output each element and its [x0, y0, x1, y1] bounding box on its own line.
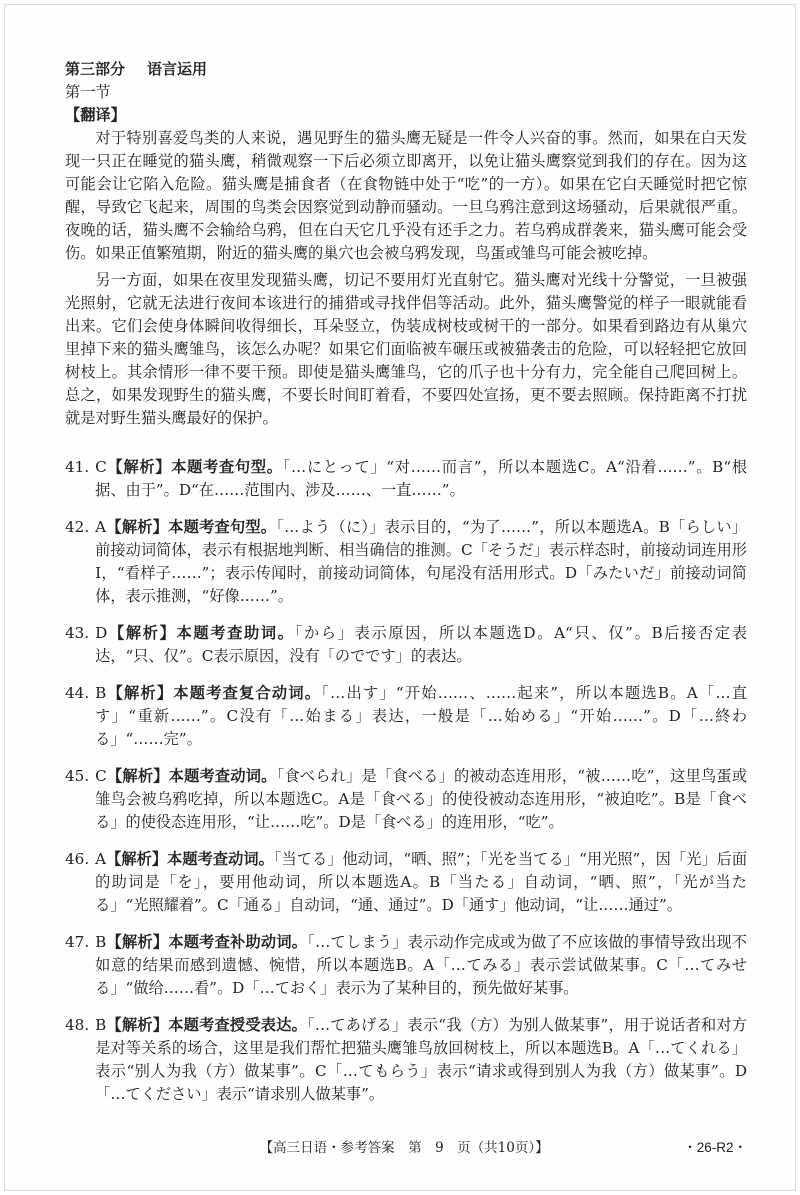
item-body: [95, 516, 747, 608]
item-label: 【解析】本题考查动词。: [106, 767, 277, 785]
section-heading: [65, 58, 747, 81]
item-number: 45.: [65, 767, 90, 785]
item-answer: A: [95, 518, 107, 536]
translation-label: 【翻译】: [65, 106, 126, 124]
answer-item-48: [65, 1014, 747, 1106]
section-subtitle: 语言运用: [147, 60, 208, 78]
item-text: 「当てる」他动词，“晒、照”；「光を当てる」“用光照”，因「光」后面的助词是「を」，要用他动词，所以本题选A。B「当たる」自动词，“晒、照”，「光が当たる」“光照耀着”。C「通る」自动词，“通、通过”。D「通す」他动词，“让……通过”。: [95, 850, 748, 914]
item-text: 「…てしまう」表示动作完成或为做了不应该做的事情导致出现不如意的结果而感到遗憾、惋惜，所以本题选B。A「…てみる」表示尝试做某事。C「…てみせる」“做给……看”。D「…ておく」表示为了某种目的，预先做好某事。: [95, 933, 747, 997]
item-body: [95, 848, 747, 917]
answer-item-46: [65, 848, 747, 917]
answer-item-42: [65, 516, 747, 608]
item-number: 41.: [65, 458, 90, 476]
answer-item-44: [65, 682, 747, 751]
item-number: 48.: [65, 1016, 90, 1034]
item-label: 【解析】本题考查授受表达。: [106, 1016, 308, 1034]
item-label: 【解析】本题考查动词。: [106, 850, 274, 868]
page-content: [65, 58, 747, 1106]
answer-item-41: [65, 456, 747, 502]
item-text: 「…よう（に）」表示目的，“为了……”，所以本题选A。B「らしい」前接动词简体，表示有根据地判断、相当确信的推测。C「そうだ」表示样态时，前接动词连用形Ⅰ，“看样子……”；表示传闻时，前接动词简体，句尾没有活用形式。D「みたいだ」前接动词简体，表示推测，“好像……”。: [95, 518, 747, 605]
section-title: 第三部分: [65, 60, 126, 78]
answer-item-45: [65, 765, 747, 834]
answer-item-47: [65, 931, 747, 1000]
item-answer: A: [95, 850, 107, 868]
item-label: 【解析】本题考查句型。: [106, 518, 277, 536]
answer-explanations: [65, 456, 747, 1106]
item-number: 43.: [65, 624, 90, 642]
item-answer: B: [95, 1016, 107, 1034]
item-text: 「食べられ」是「食べる」的被动态连用形，“被……吃”，这里鸟蛋或雏鸟会被乌鸦吃掉，所以本题选C。A是「食べる」的使役被动态连用形，“被迫吃”。B是「食べる」的使役态连用形，“让……吃”。D是「食べる」的连用形，“吃”。: [95, 767, 748, 831]
item-label: 【解析】本题考查补助动词。: [106, 933, 308, 951]
subsection-heading: 第一节: [65, 83, 111, 101]
item-answer: B: [95, 684, 107, 702]
answer-item-43: [65, 622, 747, 668]
item-answer: C: [95, 767, 107, 785]
page-footer: [65, 1136, 747, 1160]
footer-page-info: 【高三日语・参考答案 第 9 页（共10页）】: [259, 1140, 549, 1156]
item-answer: B: [95, 933, 107, 951]
item-body: [95, 765, 747, 834]
item-number: 44.: [65, 684, 90, 702]
item-text: 「から」表示原因，所以本题选D。A“只、仅”。B后接否定表达，“只、仅”。C表示原因，没有「のでです」的表达。: [95, 624, 748, 665]
item-body: [95, 622, 747, 668]
item-number: 47.: [65, 933, 90, 951]
item-label: 【解析】本题考查复合动词。: [106, 684, 322, 702]
item-body: [95, 1014, 747, 1106]
item-text: 「…出す」“开始……、……起来”，所以本题选B。A「…直す」“重新……”。C没有「…始まる」表达，一般是「…始める」“开始……”。D「…終わる」“……完”。: [95, 684, 748, 748]
item-answer: C: [95, 458, 107, 476]
item-label: 【解析】本题考查句型。: [106, 458, 283, 476]
translation-paragraph: 对于特别喜爱鸟类的人来说，遇见野生的猫头鹰无疑是一件令人兴奋的事。然而，如果在白天发现一只正在睡觉的猫头鹰，稍微观察一下后必须立即离开，以免让猫头鹰察觉到我们的存在。因为这可能会让它陷入危险。猫头鹰是捕食者（在食物链中处于“吃”的一方）。如果在它白天睡觉时把它惊醒，导致它飞起来，周围的鸟类会因察觉到动静而骚动。一旦乌鸦注意到这场骚动，后果就很严重。夜晚的话，猫头鹰不会输给乌鸦，但在白天它几乎没有还手之力。若乌鸦成群袭来，猫头鹰可能会受伤。如果正值繁殖期，附近的猫头鹰的巢穴也会被乌鸦发现，鸟蛋或雏鸟可能会被吃掉。: [65, 129, 747, 262]
translation-paragraph: 另一方面，如果在夜里发现猫头鹰，切记不要用灯光直射它。猫头鹰对光线十分警觉，一旦被强光照射，它就无法进行夜间本该进行的捕猎或寻找伴侣等活动。此外，猫头鹰警觉的样子一眼就能看出来。它们会使身体瞬间收得细长，耳朵竖立，伪装成树枝或树干的一部分。如果看到路边有从巢穴里掉下来的猫头鹰雏鸟，该怎么办呢？如果它们面临被车碾压或被猫袭击的危险，可以轻轻把它放回树枝上。其余情形一律不要干预。即使是猫头鹰雏鸟，它的爪子也十分有力，完全能自己爬回树上。总之，如果发现野生的猫头鹰，不要长时间盯着看，不要四处宣扬，更不要去照顾。保持距离不打扰就是对野生猫头鹰最好的保护。: [65, 271, 747, 427]
item-body: [95, 682, 747, 751]
item-label: 【解析】本题考查助词。: [107, 624, 295, 642]
footer-code: ・26-R2・: [683, 1140, 747, 1155]
item-number: 42.: [65, 518, 90, 536]
document-page: [4, 4, 796, 1191]
item-text: 「…にとって」“对……而言”，所以本题选C。A“沿着……”。B“根据、由于”。D“在……范围内、涉及……、一直……”。: [95, 458, 748, 499]
item-number: 46.: [65, 850, 90, 868]
item-text: 「…てあげる」表示“我（方）为别人做某事”，用于说话者和对方是对等关系的场合，这里是我们帮忙把猫头鹰雏鸟放回树枝上，所以本题选B。A「…てくれる」表示“别人为我（方）做某事”。C「…てもらう」表示“请求或得到别人为我（方）做某事”。D「…てください」表示“请求别人做某事”。: [95, 1016, 748, 1103]
item-body: [95, 456, 747, 502]
item-answer: D: [95, 624, 108, 642]
item-body: [95, 931, 747, 1000]
